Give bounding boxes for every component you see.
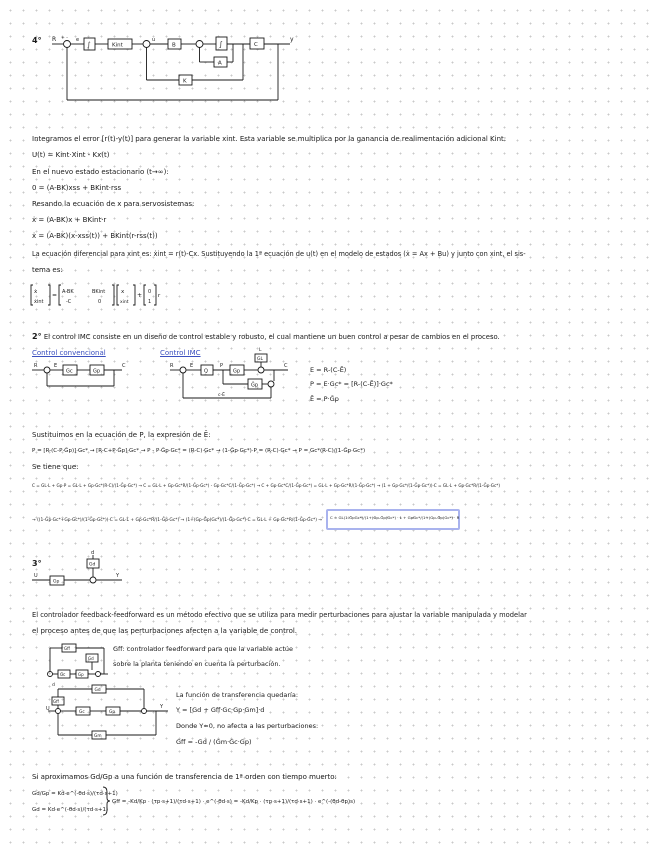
big-gc: Gc (79, 710, 85, 715)
diag1-sum2 (143, 41, 150, 48)
state-matrix-equation (30, 284, 230, 314)
imc-eq-right-1: E = R-(C-Ẽ) (310, 366, 347, 374)
big-gp: Gp (109, 710, 116, 715)
sec3-gp: Gp (53, 579, 60, 585)
diag1-int-text: ∫ (87, 41, 91, 49)
diag1-a-text: A (218, 60, 222, 67)
imc-ce: c-Ẽ (218, 393, 225, 398)
gd-eq: Gd = Kd·e^(-θd·s)/(τd·s+1) (32, 807, 109, 813)
small-gc: Gc (60, 672, 66, 677)
big-d: d (52, 683, 55, 688)
diag1-c-text: C (254, 42, 258, 48)
imc-diagram (168, 348, 318, 407)
matrix-v2: xint (120, 300, 129, 305)
section-number-1: 4° (32, 36, 42, 45)
big-y: Y (160, 704, 164, 710)
sec1-line-7: ẋ = (A-BK)(x-xss(t)) + BKint(r-rss(t)) (32, 232, 158, 240)
sec2-intro-text: El control IMC consiste en un diseño de control estable y robusto, el cual mantiene un buen control a pesar de cambios en el proceso. (43, 333, 500, 341)
sec1-line-5: Resando la ecuación de x para servosistemas: (32, 200, 195, 208)
diag1-r-label: R (52, 36, 57, 43)
sec1-line-1: Integramos el error [r(t)-y(t)] para generar la variable xint. Esta variable se multiplica por la ganancia de realimentación adicional Kint: (32, 135, 507, 143)
imc-l: L (259, 348, 262, 353)
diag1-b-text: B (172, 42, 176, 49)
matrix-m21: -C (66, 299, 72, 305)
sec3-para-1: El controlador feedback-feedforward es un método efectivo que se utiliza para medir perturbaciones para ajustar la variable manipulada y modelar (32, 611, 527, 619)
gff-note-1: Gff: controlador feedforward para que la variable actúe (113, 645, 294, 653)
approx-line: Si aproximamos Gd/Gp a una función de transferencia de 1ª orden con tiempo muerto: (32, 773, 337, 781)
small-gd: Gd (88, 656, 94, 661)
section-number-3: 3° (32, 559, 42, 568)
sec2-eq2: C = GL·L + Gp·P = GL·L + Gp·Gc*(R-C)/(1-G̃p·Gc*) → C = GL·L + Gp·Gc*R/(1-G̃p·Gc*) - Gp·Gc*C/(1-G̃p·Gc*) → C + Gp·Gc*C/(1-G̃p·Gc*) = GL·L + Gp·Gc*R/(1-G̃p·Gc*) → (1 + Gp·Gc*/(1-G̃p·Gc*))·C = GL·L + Gp·Gc*R/(1-G̃p·Gc*) (32, 483, 500, 488)
sec3-gd: Gd (89, 562, 96, 568)
matrix-r: r (158, 293, 161, 299)
sec1-line-3: En el nuevo estado estacionario (t→∞): (32, 168, 169, 176)
diag1-kint-text: Kint (112, 42, 123, 49)
conv-r: R (34, 363, 38, 369)
diag1-sum1 (64, 41, 71, 48)
imc-q: Q (204, 368, 208, 375)
svg-text:+: + (137, 292, 143, 299)
gdgp-eq: Gd/Gp = Kd·e^(-θd·s)/(τd·s+1) (32, 791, 118, 797)
imc-eq-right-2: P = E·Gc* = [R-(C-Ẽ)]·Gc* (310, 380, 393, 388)
matrix-r1: 0 (148, 289, 152, 295)
small-ff-diagram (42, 642, 112, 682)
sec3-y: Y (116, 573, 120, 579)
imc-gl: GL (257, 357, 263, 362)
brace (102, 786, 112, 816)
big-gff: Gff (53, 699, 59, 704)
sec3-d: d (91, 550, 95, 556)
gff-note-2: sobre la planta teniendo en cuenta la perturbación. (113, 660, 281, 668)
diag1-k-text: K (183, 78, 187, 85)
big-u: U (46, 706, 50, 712)
matrix-lhs1: ẋ (34, 289, 38, 295)
gff-final-eq: Gff = -Kd/Kp · (τp·s+1)/(τd·s+1) · e^(-θd·s) = -Kd/Kp · (τp·s+1)/(τd·s+1) · e^(-(θd-θp)s) (112, 799, 356, 805)
tf-title: La función de transferencia quedaría: (176, 691, 299, 699)
section-number-2: 2° (32, 332, 42, 341)
diag1-y-label: y (290, 36, 294, 43)
diag1-sum3 (196, 41, 203, 48)
diag1-int2-text: ∫ (219, 40, 223, 49)
servo-block-diagram (0, 0, 656, 110)
small-gff: Gff (64, 646, 70, 651)
imc-eq-right-3: Ẽ = P·G̃p (310, 395, 339, 403)
diag1-e-label: e (76, 37, 80, 43)
imc-control-label: Control IMC (160, 349, 201, 357)
conv-gp: Gp (93, 368, 101, 375)
imc-e: E (190, 363, 194, 369)
small-gp: Gp (78, 672, 84, 677)
matrix-lhs2: ẋint (34, 299, 44, 305)
matrix-v1: x (121, 289, 125, 295)
diag1-u-label: u (152, 37, 156, 43)
sec2-se-tiene: Se tiene que: (32, 463, 79, 471)
cond-line: Donde Y=0, no afecta a las perturbaciones: (176, 722, 319, 730)
big-ff-diagram (46, 683, 176, 743)
diag1-sum1-signs: + - (61, 36, 68, 41)
sec2-eq3-result: C = GL(1-G̃pGc*)/(1+(Gp-G̃p)Gc*) · L + GpGc*/(1+(Gp-G̃p)Gc*) · R (330, 515, 460, 520)
conv-gc: Gc (66, 368, 73, 375)
imc-gp: Gp (233, 368, 241, 375)
matrix-r2: 1 (148, 299, 152, 305)
matrix-m22: 0 (98, 299, 102, 305)
sec2-sub-line: Sustituimos en la ecuación de P, la expresión de Ẽ: (32, 431, 211, 439)
conv-control-label: Control convencional (32, 349, 106, 357)
imc-gp2: G̃p (251, 382, 259, 389)
sec2-eq3: → ((1-G̃p·Gc*+Gp·Gc*)/(1-G̃p·Gc*))·C = GL·L + Gp·Gc*R/(1-G̃p·Gc*) → (1+(Gp-G̃p)Gc*)/(1-G̃p·Gc*)·C = GL·L + Gp·Gc*R/(1-G̃p·Gc*) → (32, 518, 322, 523)
imc-c: C (284, 363, 288, 369)
sec1-line-2: U(t) = Kint·Xint - Kx(t) (32, 151, 110, 159)
sec2-intro (32, 332, 500, 342)
sec1-line-8: La ecuación diferencial para xint es: ẋint = r(t)-Cx. Sustituyendo la 1ª ecuación de u(t) en el modelo de estados (ẋ = Ax + Bu) y junto con xint, el sis- (32, 250, 526, 258)
gff-equation: Gff = -Gd / (Gm·Gc·Gp) (176, 738, 252, 746)
big-gm: Gm (94, 734, 102, 739)
disturbance-diagram (30, 548, 140, 588)
sec3-para-2: el proceso antes de que las perturbaciones afecten a la variable de control. (32, 627, 298, 635)
big-gd: Gd (94, 688, 101, 693)
sec1-line-6: ẋ = (A-BK)x + BKint·r (32, 216, 107, 224)
conv-c: C (122, 363, 126, 369)
sec1-line-4: 0 = (A-BK)xss + BKint·rss (32, 184, 122, 192)
sec1-line-9: tema es: (32, 266, 63, 274)
matrix-m11: A-BK (62, 289, 74, 295)
tf-equation: Y = [Gd + Gff·Gc·Gp·Gm]·d (176, 706, 265, 714)
sec3-u: U (34, 573, 38, 579)
sec2-eq1: P = [R-(C-P·G̃p)]·Gc* → [R-C+P·G̃p]·Gc* → P - P·G̃p·Gc* = (R-C)·Gc* → (1-G̃p·Gc*)·P = (R-C)·Gc* → P = Gc*(R-C)/(1-G̃p·Gc*) (32, 448, 366, 454)
imc-r: R (170, 363, 174, 369)
svg-text:=: = (52, 292, 58, 299)
matrix-m12: BKint (92, 289, 106, 295)
conventional-diagram (30, 360, 130, 400)
imc-p: P (220, 363, 224, 369)
conv-e: E (54, 363, 58, 369)
